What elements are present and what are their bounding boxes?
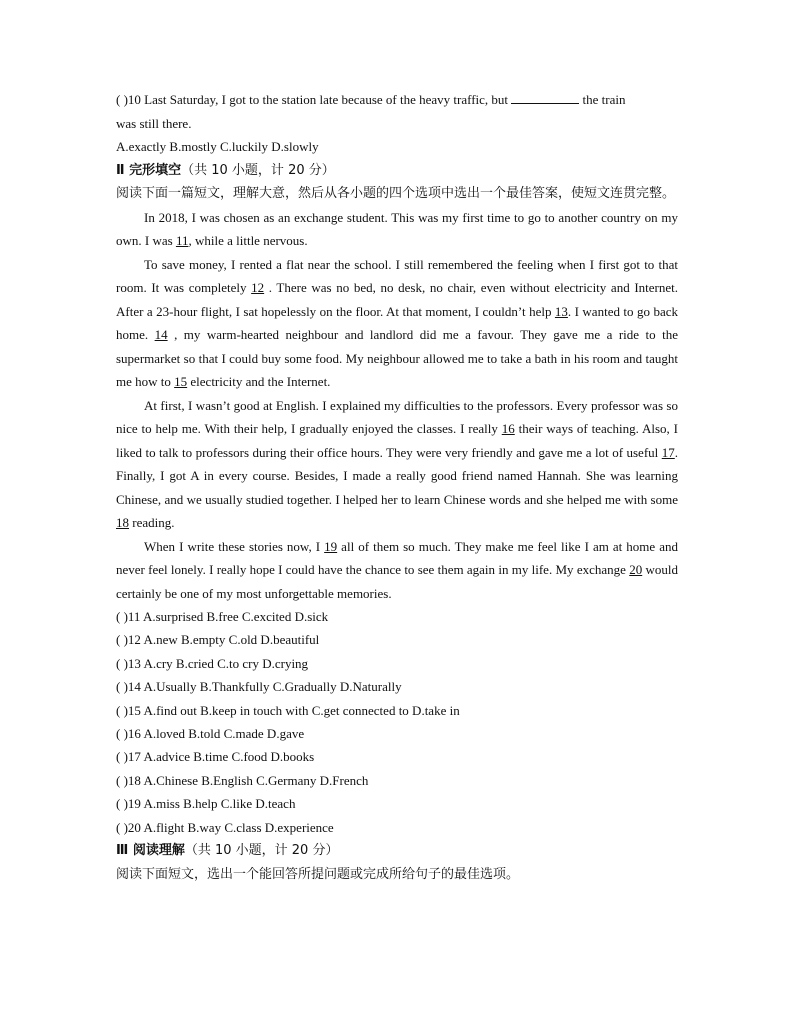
- section-3-heading: [116, 839, 678, 863]
- blank-16: 16: [501, 421, 515, 436]
- question-item: ( )15 A.find out B.keep in touch with C.get connected to D.take in: [116, 702, 460, 718]
- question-item: ( )16 A.loved B.told C.made D.gave: [116, 726, 305, 742]
- question-item: ( )14 A.Usually B.Thankfully C.Gradually D.Naturally: [116, 679, 402, 695]
- section-2-note: （共 10 小题，计 20 分）: [181, 162, 335, 178]
- passage-paragraph-2: To save money, I rented a flat near the school. I still remembered the feeling when I first got to that room. It was completely 12 . There was no bed, no desk, no chair, even without electricity and Internet. After a 23-hour flight, I sat hopelessly on the floor. At that moment, I couldn’t help 13. I wanted to go back home. 14 , my warm-hearted neighbour and landlord did me a favour. They gave me a ride to the supermarket so that I could buy some food. My neighbour allowed me to take a bath in his room and taught me how to 15 electricity and the Internet.: [116, 256, 679, 389]
- question-10-stem: ( )10 Last Saturday, I got to the station late because of the heavy traffic, but: [116, 92, 509, 107]
- question-10-options: A.exactly B.mostly C.luckily D.slowly: [116, 139, 319, 154]
- question-10-stem-end: the train: [582, 92, 626, 107]
- question-item: ( )20 A.flight B.way C.class D.experience: [116, 819, 334, 835]
- question-10-line-1: [116, 88, 678, 112]
- section-3-numeral: Ⅲ: [116, 843, 129, 859]
- passage-paragraph-1: In 2018, I was chosen as an exchange student. This was my first time to go to another country on my own. I was 11, while a little nervous.: [116, 209, 678, 248]
- blank-13: 13: [554, 303, 568, 319]
- section-2-title: 完形填空: [129, 162, 182, 178]
- question-item: ( )11 A.surprised B.free C.excited D.sick: [116, 609, 329, 624]
- blank-15: 15: [174, 374, 188, 389]
- section-3-title: 阅读理解: [132, 843, 185, 859]
- section-2-numeral: Ⅱ: [116, 162, 125, 178]
- blank-12: 12: [251, 280, 265, 295]
- section-3-note: （共 10 小题，计 20 分）: [184, 843, 339, 859]
- question-item: ( )17 A.advice B.time C.food D.books: [116, 749, 315, 765]
- blank-17: 17: [661, 444, 675, 460]
- question-item: ( )19 A.miss B.help C.like D.teach: [116, 796, 296, 812]
- passage-paragraph-4: When I write these stories now, I 19 all of them so much. They make me feel like I am at home and never feel lonely. I really hope I could have the chance to see them again in my life. My exchange 20 would certainly be one of my most unforgettable memories.: [116, 538, 679, 601]
- blank-18: 18: [116, 515, 129, 530]
- blank-20: 20: [629, 562, 643, 577]
- section-3-instruction: 阅读下面短文，选出一个能回答所提问题或完成所给句子的最佳选项。: [116, 866, 520, 882]
- answer-blank: [511, 91, 579, 104]
- exam-page: [116, 88, 678, 886]
- question-item: ( )13 A.cry B.cried C.to cry D.crying: [116, 655, 309, 671]
- section-2-heading: [116, 159, 678, 183]
- question-item: ( )12 A.new B.empty C.old D.beautiful: [116, 632, 320, 648]
- blank-14: 14: [154, 327, 168, 342]
- passage-paragraph-3: At first, I wasn’t good at English. I explained my difficulties to the professors. Every professor was so nice to help me. With their help, I gradually enjoyed the classes. I really 16 their ways of teaching. Also, I liked to talk to professors during their office hours. They were very friendly and gave me a lot of useful 17. Finally, I got A in every course. Besides, I made a really good friend named Hannah. She was learning Chinese, and we usually studied together. I helped her to learn Chinese words and she helped me with some 18 reading.: [116, 397, 678, 530]
- question-10-line-2: was still there.: [116, 115, 192, 131]
- question-list: [116, 605, 678, 839]
- blank-11: 11: [175, 233, 189, 248]
- question-10: [116, 88, 678, 159]
- question-item: ( )18 A.Chinese B.English C.Germany D.French: [116, 772, 369, 788]
- section-2-instruction: 阅读下面一篇短文，理解大意，然后从各小题的四个选项中选出一个最佳答案，使短文连贯完整。: [116, 186, 676, 201]
- blank-19: 19: [324, 538, 338, 554]
